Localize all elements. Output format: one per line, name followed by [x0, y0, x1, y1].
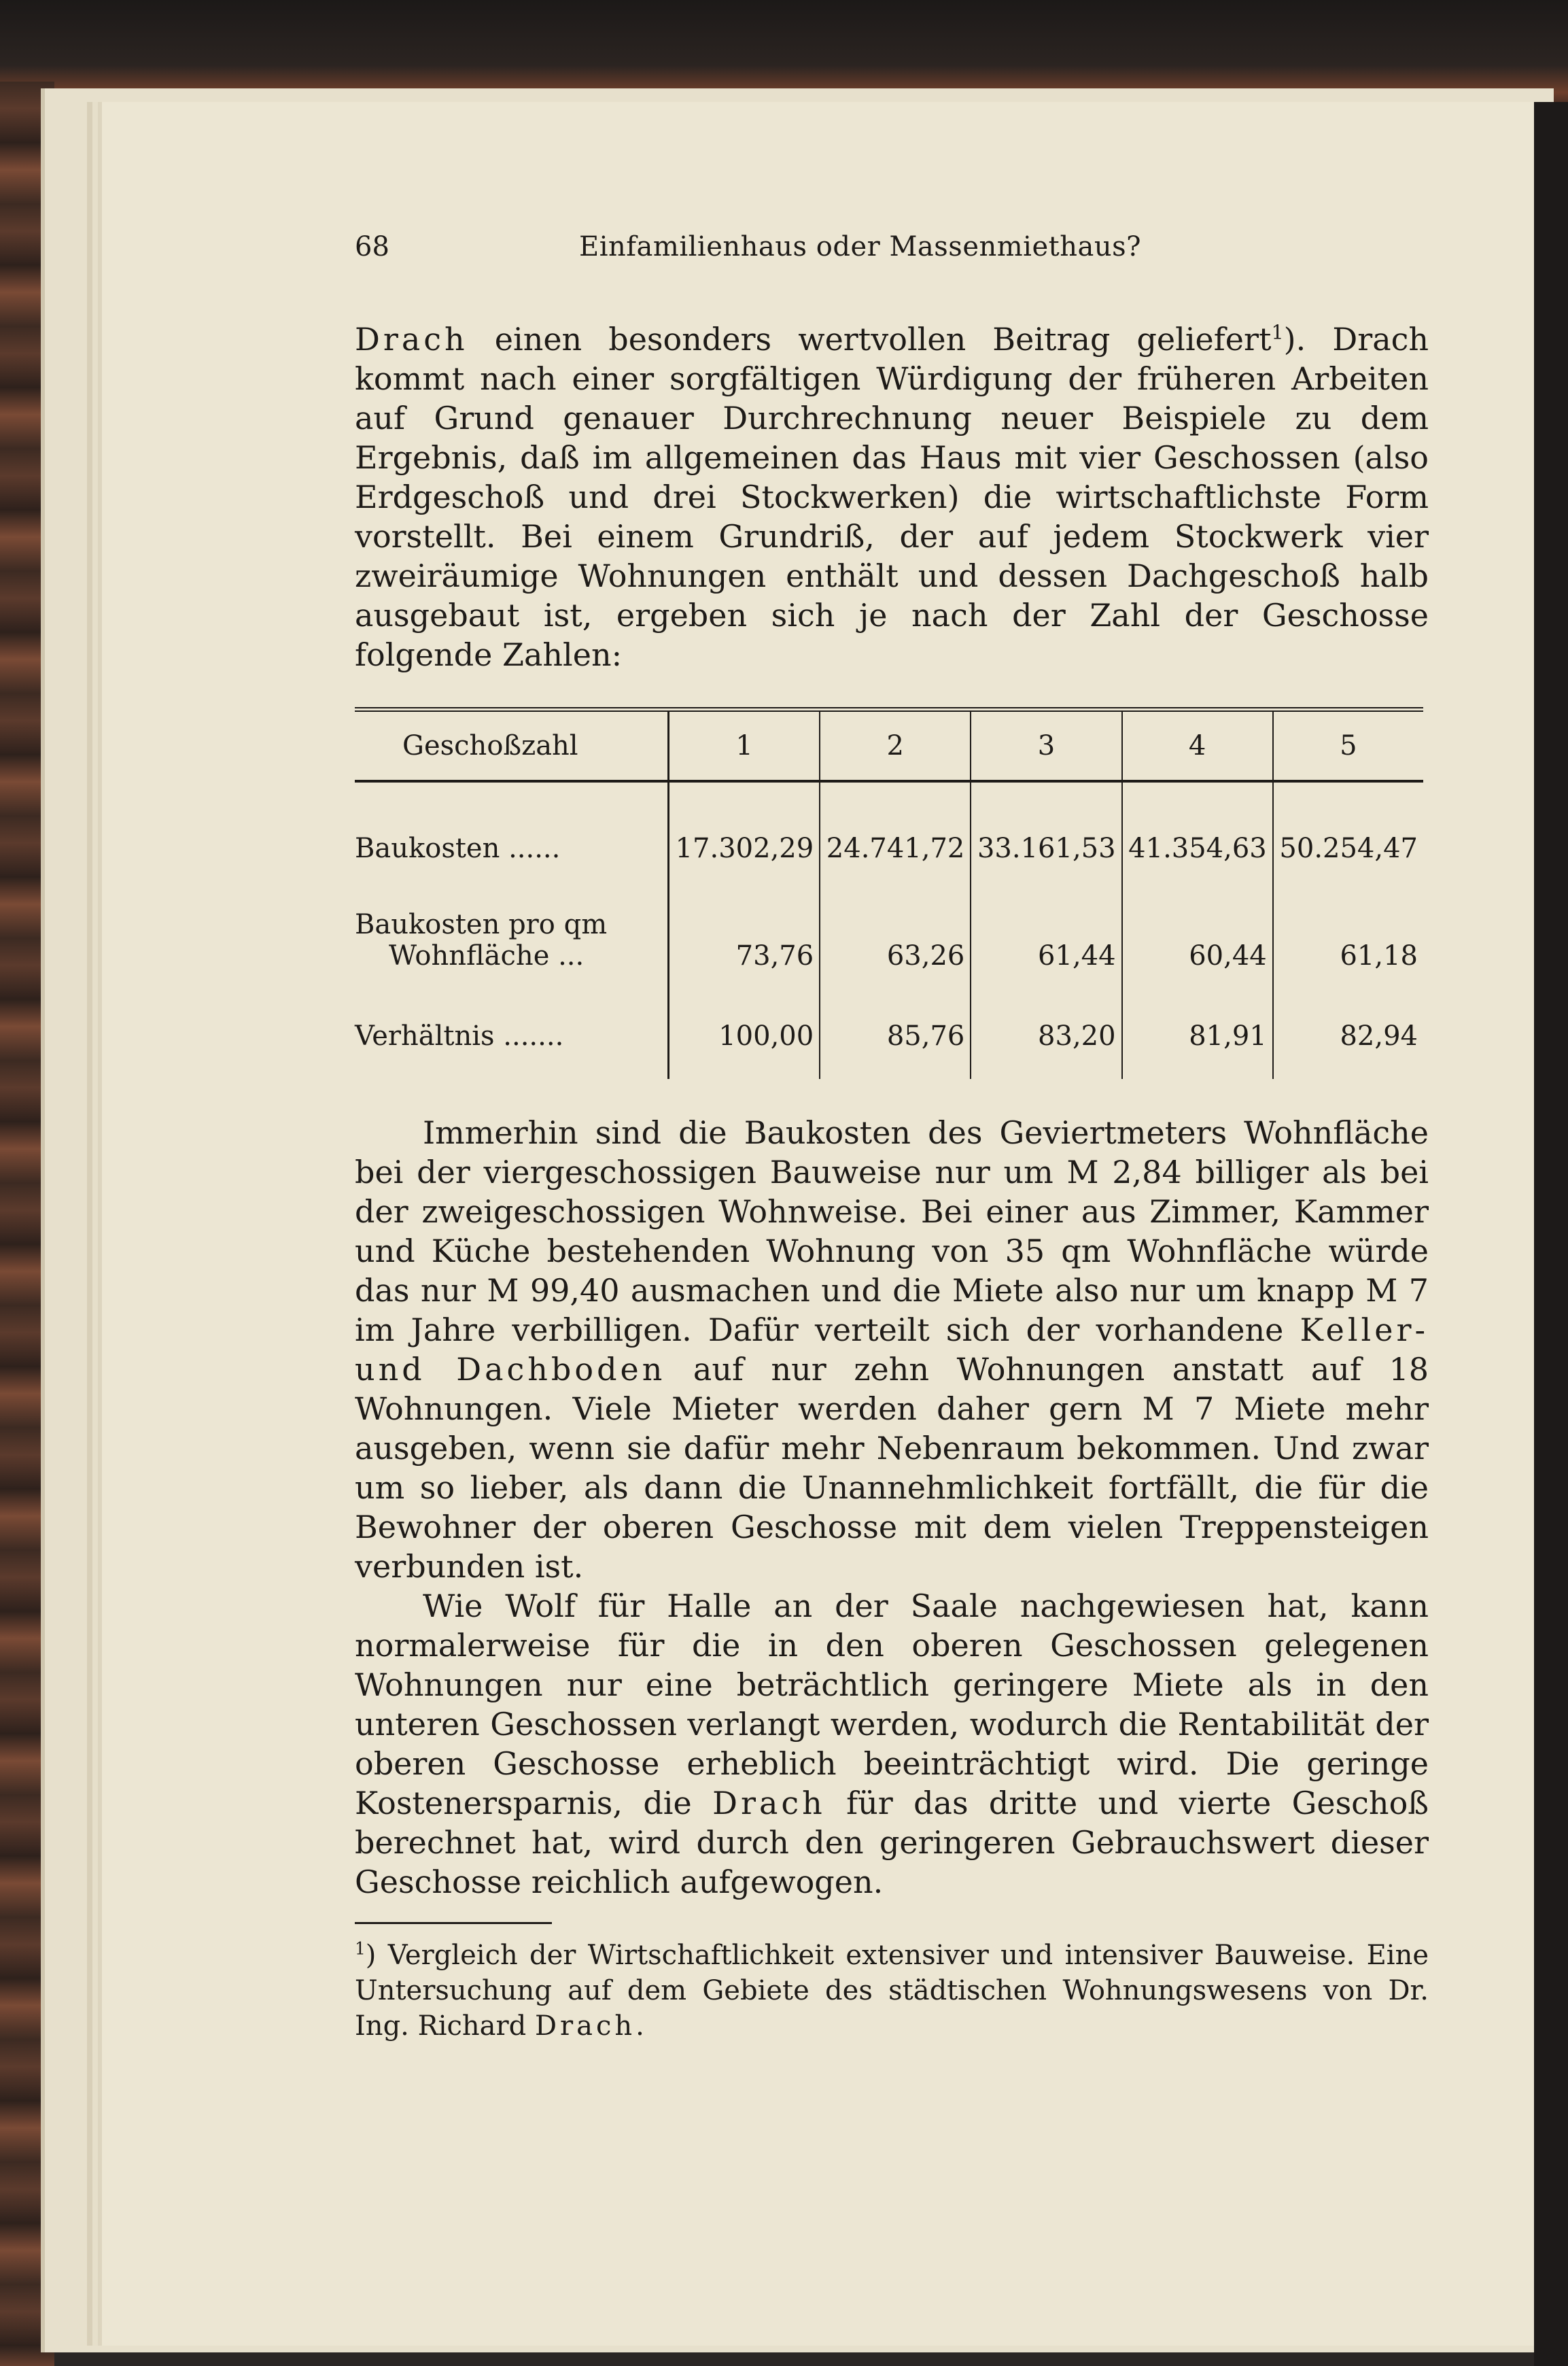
paragraph-3-text-a: Wie Wolf für Halle an der Saale nachgewiesen hat, kann normalerweise für die in den oberen Geschossen gelegenen Wohnungen nur eine beträchtlich geringere Miete als in den unteren Geschossen verlangt werden, wodurch die Rentabilität der oberen Geschosse erheblich beeinträchtigt wird. Die geringe Kostenersparnis, die — [355, 1588, 1429, 1821]
row-label-text: Baukosten pro qm — [355, 909, 608, 940]
author-name: Drach — [534, 2010, 636, 2042]
table-spacer-cell — [1273, 1056, 1423, 1079]
table-cell: 24.741,72 — [820, 781, 971, 870]
table-cell: 81,91 — [1122, 977, 1273, 1056]
running-head — [355, 231, 1429, 279]
table-cell: 85,76 — [820, 977, 971, 1056]
table-cell: 100,00 — [669, 977, 820, 1056]
table-cell: 82,94 — [1340, 1021, 1418, 1052]
header-col-5: 5 — [1273, 710, 1423, 782]
paragraph-1-text-a: einen besonders wertvollen Beitrag geliefert — [468, 321, 1272, 358]
table-spacer-cell — [355, 1056, 669, 1079]
row-label-text: Wohnfläche ... — [389, 940, 585, 972]
right-background — [1534, 102, 1568, 2366]
paragraph-1-text-b: ). Drach kommt nach einer sorgfältigen Würdigung der früheren Arbeiten auf Grund genauer Durchrechnung neuer Beispiele zu dem Ergebnis, daß im allgemeinen das Haus mit vier Geschossen (also Erdgeschoß und drei Stockwerken) die wirtschaftlichste Form vorstellt. Bei einem Grundriß, der auf jedem Stockwerk vier zweiräumige Wohnungen enthält und dessen Dachgeschoß halb ausgebaut ist, ergeben sich je nach der Zahl der Geschosse folgende Zahlen: — [355, 321, 1429, 673]
table-cell: 41.354,63 — [1122, 781, 1273, 870]
table-row — [355, 977, 1423, 1056]
table-cell: 50.254,47 — [1279, 833, 1418, 864]
table-spacer-cell — [820, 1056, 971, 1079]
paragraph-3 — [355, 1586, 1429, 1902]
table-cell: 33.161,53 — [971, 781, 1121, 870]
table-row — [355, 781, 1423, 870]
footnote-mark: 1 — [355, 1938, 366, 1959]
row-label-text: Verhältnis ....... — [355, 1021, 564, 1052]
table-spacer-cell — [971, 1056, 1121, 1079]
running-title: Einfamilienhaus oder Massenmiethaus? — [579, 231, 1142, 262]
table-cell: 63,26 — [820, 870, 971, 977]
author-name: Drach — [355, 321, 468, 358]
row-label-verhaeltnis — [355, 977, 669, 1056]
footnote-rule — [355, 1922, 552, 1924]
row-label-baukosten-qm — [355, 870, 669, 977]
page-text-block — [355, 231, 1429, 2044]
header-col-4: 4 — [1122, 710, 1273, 782]
table-cell: 73,76 — [669, 870, 820, 977]
row-label-baukosten — [355, 781, 669, 870]
paragraph-1 — [355, 320, 1429, 674]
footnote-reference: 1 — [1271, 321, 1284, 344]
table-cell: 61,44 — [971, 870, 1121, 977]
table-row — [355, 870, 1423, 977]
paragraph-2-text-b: auf nur zehn Wohnungen anstatt auf 18 Wohnungen. Viele Mieter werden daher gern M 7 Miete mehr ausgeben, wenn sie dafür mehr Nebenraum bekommen. Und zwar um so lieber, als dann die Unannehmlichkeit fortfällt, die für die Bewohner der oberen Geschosse mit dem vielen Treppensteigen verbunden ist. — [355, 1351, 1429, 1585]
table-spacer-cell — [669, 1056, 820, 1079]
paragraph-2-text-a: Immerhin sind die Baukosten des Geviertmeters Wohnfläche bei der viergeschossigen Bauweise nur um M 2,84 billiger als bei der zweigeschossigen Wohnweise. Bei einer aus Zimmer, Kammer und Küche bestehenden Wohnung von 35 qm Wohnfläche würde das nur M 99,40 ausmachen und die Miete also nur um knapp M 7 im Jahre verbilligen. Dafür verteilt sich der vorhandene — [355, 1114, 1429, 1348]
header-label: Geschoßzahl — [355, 710, 669, 782]
page-number: 68 — [355, 231, 389, 262]
table-cell: 61,18 — [1340, 940, 1418, 972]
table-spacer-row — [355, 1056, 1423, 1079]
table-spacer-cell — [1122, 1056, 1273, 1079]
table-header-row — [355, 710, 1423, 782]
emphasis-spaced: Keller- und Dachboden — [355, 1311, 1429, 1388]
paragraph-2 — [355, 1113, 1429, 1586]
row-label-text: Baukosten ...... — [355, 833, 561, 864]
footnote-text-a: ) Vergleich der Wirtschaftlichkeit extensiver und intensiver Bauweise. Eine Untersuchung auf dem Gebiete des städtischen Wohnungswesens von Dr. Ing. Richard — [355, 1940, 1429, 2042]
table-cell: 83,20 — [971, 977, 1121, 1056]
footnote — [355, 1938, 1429, 2044]
header-col-2: 2 — [820, 710, 971, 782]
table-cell: 17.302,29 — [669, 781, 820, 870]
header-col-3: 3 — [971, 710, 1121, 782]
cost-table — [355, 707, 1423, 1079]
paragraph-3-text-b: für das dritte und vierte Geschoß berechnet hat, wird durch den geringeren Gebrauchswert dieser Geschosse reichlich aufgewogen. — [355, 1785, 1429, 1900]
header-col-1: 1 — [669, 710, 820, 782]
author-name: Drach — [712, 1785, 826, 1821]
footnote-text-b: . — [635, 2010, 644, 2042]
table-cell: 60,44 — [1122, 870, 1273, 977]
